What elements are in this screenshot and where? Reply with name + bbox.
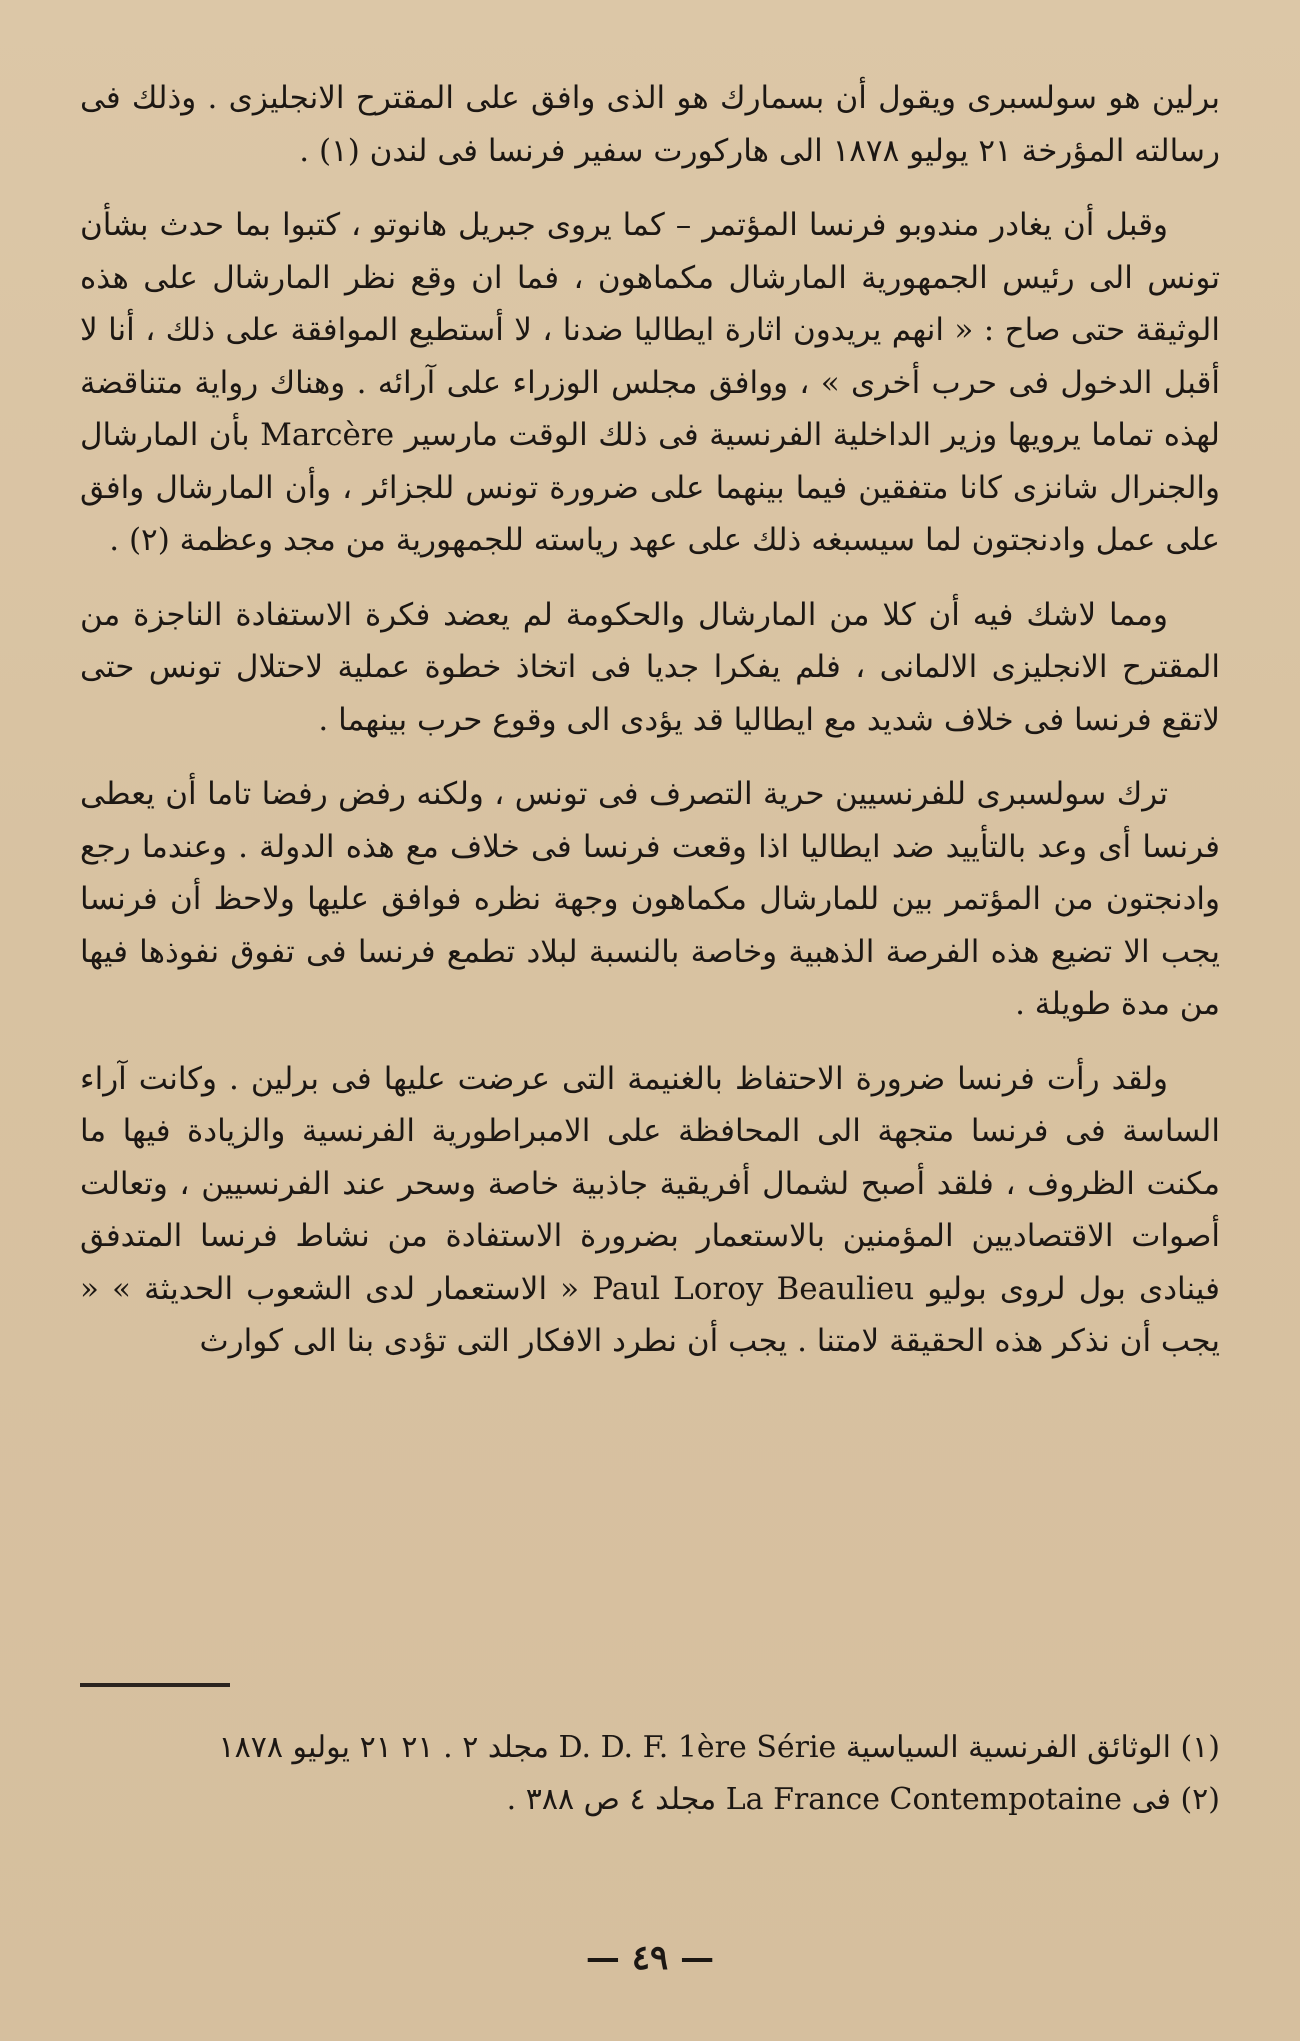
footnotes <box>80 1722 1220 1826</box>
paragraph-3: ومما لاشك فيه أن كلا من المارشال والحكومة لم يعضد فكرة الاستفادة الناجزة من المقترح الانجليزى الالمانى ، فلم يفكرا جديا فى اتخاذ خطوة عملية لاحتلال تونس حتى لاتقع فرنسا فى خلاف شديد مع ايطاليا قد يؤدى الى وقوع حرب بينهما . <box>80 596 1220 738</box>
body-text <box>80 72 1220 1390</box>
page-number: — ٤٩ — <box>585 1938 715 1978</box>
footnote-1: (١) الوثائق الفرنسية السياسية D. D. F. 1ère Série مجلد ٢ . ٢١ ٢١ يوليو ١٨٧٨ <box>218 1730 1220 1765</box>
footnote-divider <box>80 1683 230 1687</box>
paragraph-4: ترك سولسبرى للفرنسيين حرية التصرف فى تونس ، ولكنه رفض رفضا تاما أن يعطى فرنسا أى وعد بالتأييد ضد ايطاليا اذا وقعت فرنسا فى خلاف مع هذه الدولة . وعندما رجع وادنجتون من المؤتمر بين للمارشال مكماهون وجهة نظره فوافق عليها ولاحظ أن فرنسا يجب الا تضيع هذه الفرصة الذهبية وخاصة بالنسبة لبلاد تطمع فرنسا فى تفوق نفوذها فيها من مدة طويلة . <box>80 776 1220 1022</box>
paragraph-2: وقبل أن يغادر مندوبو فرنسا المؤتمر – كما يروى جبريل هانوتو ، كتبوا بما حدث بشأن تونس الى رئيس الجمهورية المارشال مكماهون ، فما ان وقع نظر المارشال على هذه الوثيقة حتى صاح : « انهم يريدون اثارة ايطاليا ضدنا ، لا أستطيع الموافقة على ذلك ، أنا لا أقبل الدخول فى حرب أخرى » ، ووافق مجلس الوزراء على آرائه . وهناك رواية متناقضة لهذه تماما يرويها وزير الداخلية الفرنسية فى ذلك الوقت مارسير Marcère بأن المارشال والجنرال شانزى كانا متفقين فيما بينهما على ضرورة تونس للجزائر ، وأن المارشال وافق على عمل وادنجتون لما سيسبغه ذلك على عهد رياسته للجمهورية من مجد وعظمة (٢) . <box>80 207 1221 558</box>
footnote-2: (٢) فى La France Contempotaine مجلد ٤ ص ٣٨٨ . <box>506 1782 1220 1817</box>
paragraph-5: ولقد رأت فرنسا ضرورة الاحتفاظ بالغنيمة التى عرضت عليها فى برلين . وكانت آراء الساسة فى فرنسا متجهة الى المحافظة على الامبراطورية الفرنسية والزيادة فيها ما مكنت الظروف ، فلقد أصبح لشمال أفريقية جاذبية خاصة وسحر عند الفرنسيين ، وتعالت أصوات الاقتصاديين المؤمنين بالاستعمار بضرورة الاستفادة من نشاط فرنسا المتدفق فينادى بول لروى بوليو Paul Loroy Beaulieu « الاستعمار لدى الشعوب الحديثة » « يجب أن نذكر هذه الحقيقة لامتنا . يجب أن نطرد الافكار التى تؤدى بنا الى كوارث <box>80 1060 1220 1359</box>
paragraph-1: برلين هو سولسبرى ويقول أن بسمارك هو الذى وافق على المقترح الانجليزى . وذلك فى رسالته المؤرخة ٢١ يوليو ١٨٧٨ الى هاركورت سفير فرنسا فى لندن (١) . <box>80 80 1220 169</box>
